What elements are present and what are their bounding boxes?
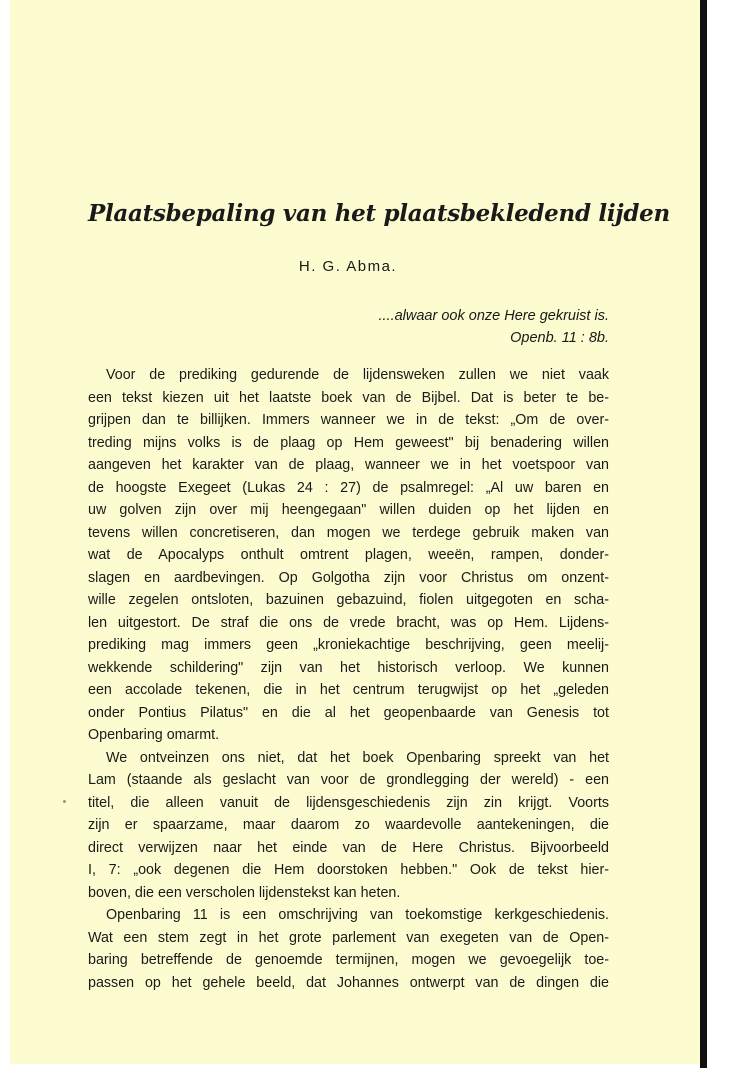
body-line: boven, die een verscholen lijdenstekst kan heten. xyxy=(88,884,401,901)
body-line: uw golven zijn over mij heengegaan" willen duiden op het lijden en xyxy=(88,502,609,518)
body-line: len uitgestort. De straf die ons de vrede bracht, was op Hem. Lijdens- xyxy=(88,614,609,631)
body-line: baring betreffende de genoemde termijnen, mogen we gevoegelijk toe- xyxy=(88,952,609,968)
body-line: We ontveinzen ons niet, dat het boek Openbaring spreekt van het xyxy=(106,749,609,766)
body-line: Voor de prediking gedurende de lijdensweken zullen we niet vaak xyxy=(106,367,609,383)
body-line: passen op het gehele beeld, dat Johannes ontwerpt van de dingen die xyxy=(88,974,609,991)
body-line: treding mijns volks is de plaag op Hem geweest" bij benadering willen xyxy=(88,434,609,451)
margin-mark xyxy=(63,800,66,803)
body-line: direct verwijzen naar het einde van de Here Christus. Bijvoorbeeld xyxy=(88,839,609,856)
body-line: slagen en aardbevingen. Op Golgotha zijn voor Christus om onzent- xyxy=(88,569,609,586)
body-line: Lam (staande als geslacht van voor de grondlegging der wereld) - een xyxy=(88,772,609,788)
body-line: een tekst kiezen uit het laatste boek van de Bijbel. Dat is beter te be- xyxy=(88,389,609,406)
body-line: zijn er spaarzame, maar daarom zo waardevolle aantekeningen, die xyxy=(88,817,609,833)
article-author: H. G. Abma. xyxy=(298,258,398,275)
body-line: tevens willen concretiseren, dan mogen we terdege gebruik maken van xyxy=(88,524,609,541)
body-line: aangeven het karakter van de plaag, wanneer we in het voetspoor van xyxy=(88,457,609,473)
body-line: I, 7: „ook degenen die Hem doorstoken hebben." Ook de tekst hier- xyxy=(88,862,609,878)
body-line: de hoogste Exegeet (Lukas 24 : 27) de psalmregel: „Al uw baren en xyxy=(88,479,609,496)
body-line: wat de Apocalyps onthult omtrent plagen, weeën, rampen, donder- xyxy=(88,547,609,563)
epigraph-quote: ....alwaar ook onze Here gekruist is. xyxy=(378,308,609,324)
body-line: titel, die alleen vanuit de lijdensgeschiedenis zijn zin krijgt. Voorts xyxy=(88,794,609,811)
article-title: Plaatsbepaling van het plaatsbekledend lijden xyxy=(88,200,670,227)
body-line: onder Pontius Pilatus" en die al het geopenbaarde van Genesis tot xyxy=(88,704,609,721)
article-body xyxy=(88,364,609,994)
body-line: Wat een stem zegt in het grote parlement van exegeten van de Open- xyxy=(88,929,609,946)
body-line: wille zegelen ontsloten, bazuinen gebazuind, fiolen uitgegoten en scha- xyxy=(88,592,609,608)
body-line: wekkende schildering" zijn van het historisch verloop. We kunnen xyxy=(88,659,609,676)
body-line: Openbaring omarmt. xyxy=(88,727,220,743)
scan-page-edge xyxy=(700,0,707,1068)
body-line: prediking mag immers geen „kroniekachtige beschrijving, geen meelij- xyxy=(88,637,609,653)
epigraph xyxy=(300,305,609,349)
epigraph-reference: Openb. 11 : 8b. xyxy=(510,330,609,346)
body-line: Openbaring 11 is een omschrijving van toekomstige kerkgeschiedenis. xyxy=(106,907,609,923)
body-line: grijpen dan te billijken. Immers wanneer we in de tekst: „Om de over- xyxy=(88,412,609,428)
body-line: een accolade tekenen, die in het centrum terugwijst op het „geleden xyxy=(88,682,609,698)
